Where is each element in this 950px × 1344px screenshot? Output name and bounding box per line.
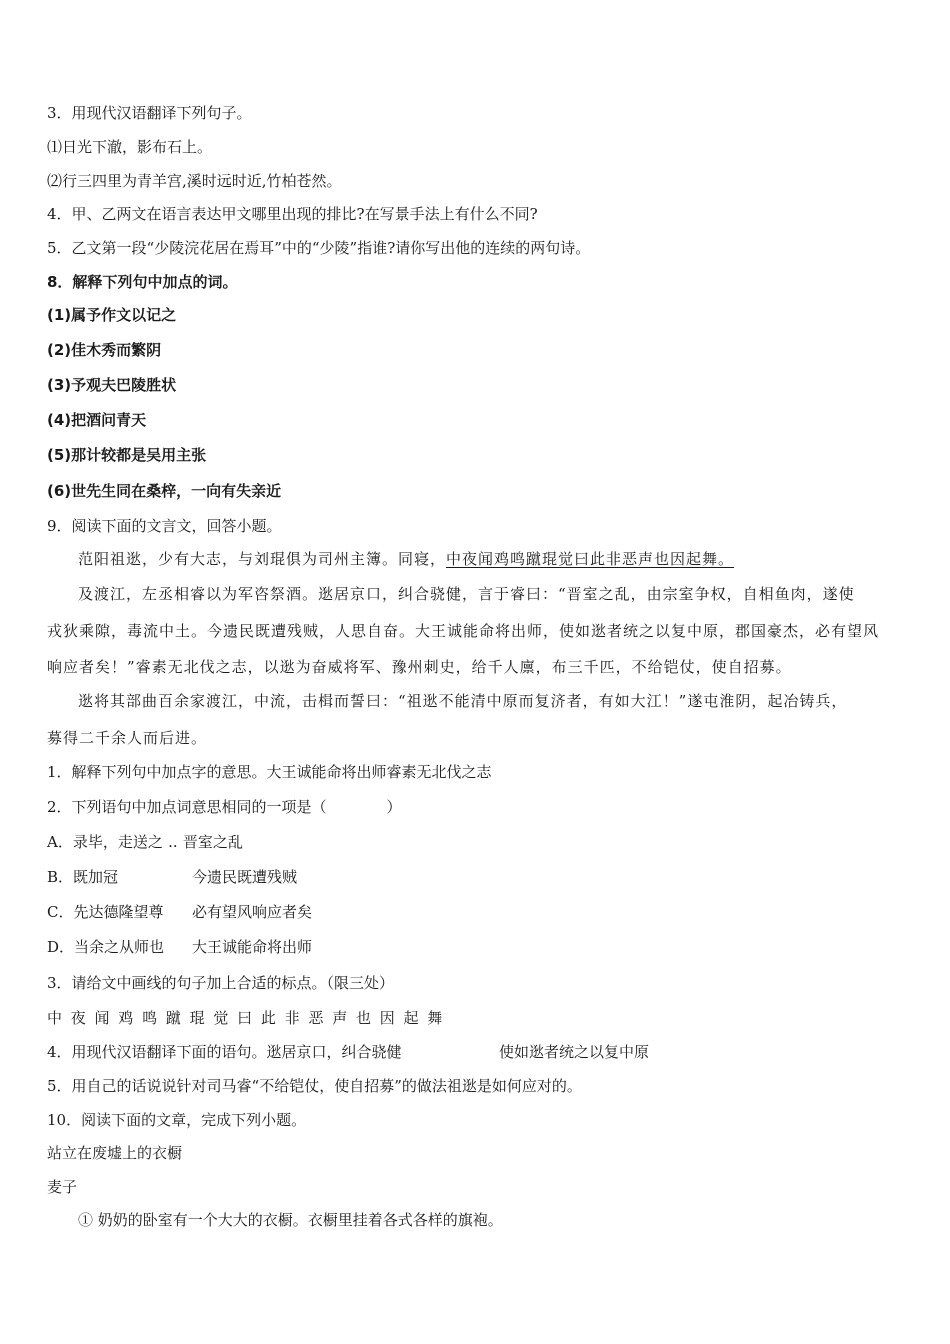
q3-title: 3．用现代汉语翻译下列句子。 — [47, 104, 252, 122]
option-c-left: C．先达德隆望尊 — [47, 903, 164, 921]
article-title: 站立在废墟上的衣橱 — [47, 1144, 183, 1162]
q9-option-c — [47, 902, 312, 922]
q9-subq-1: 1．解释下列句中加点字的意思。大王诚能命将出师睿素无北伐之志 — [47, 763, 492, 781]
option-b-left: B．既加冠 — [47, 868, 119, 886]
q9-paragraph-1-text: 范阳祖逖，少有大志，与刘琨俱为司州主簿。同寝， — [78, 550, 447, 568]
q9-subq-3-chars: 中 夜 闻 鸡 鸣 蹴 琨 觉 曰 此 非 恶 声 也 因 起 舞 — [47, 1009, 443, 1027]
option-d-left: D．当余之从师也 — [47, 938, 165, 956]
q8-item-5: (5)那计较都是吴用主张 — [47, 446, 207, 464]
q9-paragraph-2-line-2: 戎狄乘隙，毒流中土。今遗民既遭残贼，人思自奋。大王诚能命将出师，使如逖者统之以复中原，郡国豪杰，必有望风 — [47, 622, 880, 640]
q8-item-6: (6)世先生同在桑梓，一向有失亲近 — [47, 482, 282, 500]
q9-paragraph-2-line-1: 及渡江，左丞相睿以为军咨祭酒。逖居京口，纠合骁健，言于睿曰：“晋室之乱，由宗室争权，自相鱼肉，遂使 — [78, 585, 855, 603]
q9-underlined-sentence: 中夜闻鸡鸣蹴琨觉曰此非恶声也因起舞。 — [446, 550, 735, 568]
q9-paragraph-1 — [78, 549, 734, 569]
article-author: 麦子 — [47, 1178, 78, 1196]
q8-item-3: (3)予观夫巴陵胜状 — [47, 376, 177, 394]
q9-paragraph-3-line-1: 逖将其部曲百余家渡江，中流，击楫而誓曰：“祖逖不能清中原而复济者，有如大江！”遂屯淮阴，起冶铸兵， — [78, 692, 848, 710]
q9-subq-3: 3．请给文中画线的句子加上合适的标点。（限三处） — [47, 974, 395, 992]
q9-option-a — [47, 832, 243, 852]
q4-question: 4．甲、乙两文在语言表达甲文哪里出现的排比?在写景手法上有什么不同? — [47, 205, 538, 223]
option-a-right: 晋室之乱 — [182, 833, 243, 851]
option-b-right: 今遗民既遭残贼 — [192, 868, 298, 886]
q9-subq-4 — [47, 1042, 649, 1062]
q8-item-4: (4)把酒问青天 — [47, 411, 147, 429]
q9-subq-4-part-2: 使如逖者统之以复中原 — [499, 1043, 650, 1061]
q8-item-2: (2)佳木秀而繁阴 — [47, 341, 162, 359]
q5-question: 5．乙文第一段“少陵浣花居在焉耳”中的“少陵”指谁?请你写出他的连续的两句诗。 — [47, 239, 591, 257]
article-paragraph-1: ① 奶奶的卧室有一个大大的衣橱。衣橱里挂着各式各样的旗袍。 — [78, 1211, 503, 1229]
option-a-left: A．录毕，走送之 — [47, 833, 163, 851]
option-c-right: 必有望风响应者矣 — [192, 903, 313, 921]
q3-sentence-1: ⑴日光下澈，影布石上。 — [47, 138, 213, 156]
q9-title: 9．阅读下面的文言文，回答小题。 — [47, 517, 282, 535]
q9-subq-2: 2．下列语句中加点词意思相同的一项是（ ） — [47, 798, 402, 816]
q9-subq-5: 5．用自己的话说说针对司马睿“不给铠仗，使自招募”的做法祖逖是如何应对的。 — [47, 1077, 582, 1095]
q9-option-b — [47, 867, 297, 887]
emphasis-dots: .. — [168, 833, 178, 851]
q9-paragraph-3-line-2: 募得二千余人而后进。 — [47, 729, 208, 747]
q10-title: 10．阅读下面的文章，完成下列小题。 — [47, 1111, 307, 1129]
q8-item-1: (1)属予作文以记之 — [47, 306, 177, 324]
q9-paragraph-2-line-3: 响应者矣！”睿素无北伐之志，以逖为奋威将军、豫州刺史，给千人廪，布三千匹，不给铠仗，使自招募。 — [47, 658, 792, 676]
q9-option-d — [47, 937, 312, 957]
q9-subq-4-part-1: 4．用现代汉语翻译下面的语句。逖居京口，纠合骁健 — [47, 1043, 402, 1061]
option-d-right: 大王诚能命将出师 — [192, 938, 313, 956]
q3-sentence-2: ⑵行三四里为青羊宫,溪时远时近,竹柏苍然。 — [47, 172, 342, 190]
q8-title: 8．解释下列句中加点的词。 — [47, 273, 238, 291]
